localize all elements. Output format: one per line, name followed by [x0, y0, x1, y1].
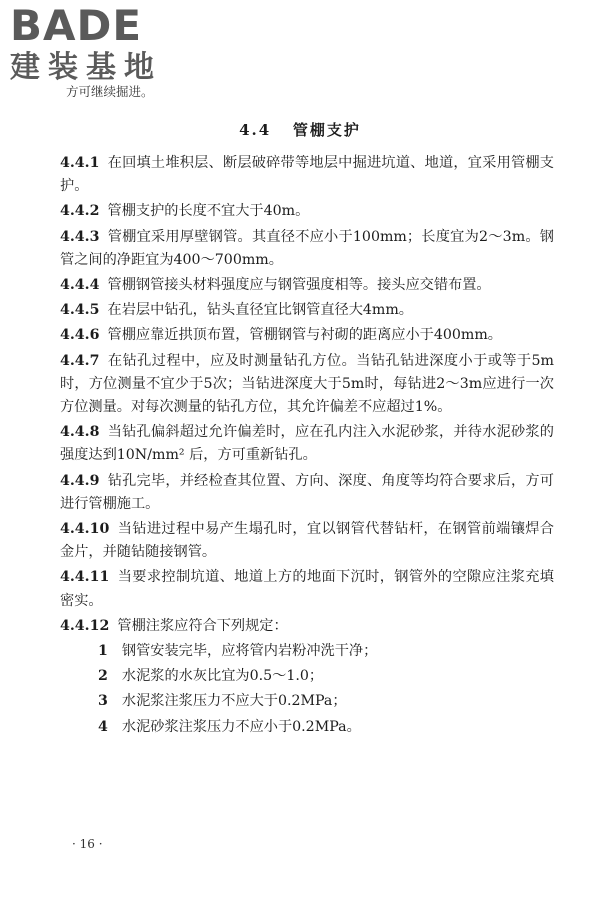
list-item	[60, 665, 554, 688]
carryover-text: 方可继续掘进。	[66, 84, 154, 99]
clause-list	[60, 152, 554, 741]
clause	[60, 274, 554, 297]
list-item	[60, 690, 554, 713]
clause	[60, 200, 554, 223]
logo-subtitle: 建装基地	[10, 50, 162, 85]
clause	[60, 226, 554, 272]
clause-number: 4.4.5	[60, 302, 100, 319]
clause-text: 钻孔完毕，并经检查其位置、方向、深度、角度等均符合要求后，方可进行管棚施工。	[60, 472, 554, 512]
item-number: 1	[98, 643, 108, 660]
section-title-text: 管棚支护	[292, 121, 361, 139]
clause-number: 4.4.12	[60, 617, 110, 634]
clause	[60, 299, 554, 322]
clause-number: 4.4.6	[60, 327, 100, 344]
item-text: 钢管安装完毕，应将管内岩粉冲洗干净；	[121, 643, 378, 660]
clause-number: 4.4.3	[60, 228, 100, 245]
clause-text: 在钻孔过程中，应及时测量钻孔方位。当钻孔钻进深度小于或等于5m时，方位测量不宜少于5次；当钻进深度大于5m时，每钻进2～3m应进行一次方位测量。对每次测量的钻孔方位，其允许偏差不应超过1%。	[60, 352, 554, 416]
logo-wordmark: BADE	[10, 1, 143, 50]
page-number: · 16 ·	[72, 837, 103, 851]
clause-text: 管棚注浆应符合下列规定：	[117, 617, 288, 634]
item-number: 3	[98, 693, 108, 710]
clause-number: 4.4.4	[60, 277, 100, 294]
clause-text: 在岩层中钻孔，钻头直径宜比钢管直径大4mm。	[107, 302, 413, 319]
clause-text: 管棚支护的长度不宜大于40m。	[107, 203, 310, 220]
clause-text: 在回填土堆积层、断层破碎带等地层中掘进坑道、地道，宜采用管棚支护。	[60, 155, 554, 195]
clause	[60, 421, 554, 467]
clause-number: 4.4.1	[60, 155, 100, 171]
list-item	[60, 640, 554, 663]
clause-number: 4.4.11	[60, 569, 110, 586]
bade-logo	[10, 2, 185, 94]
item-number: 2	[98, 668, 108, 685]
clause-text: 当钻进过程中易产生塌孔时，宜以钢管代替钻杆，在钢管前端镶焊合金片，并随钻随接钢管。	[60, 521, 554, 561]
item-text: 水泥砂浆注浆压力不应小于0.2MPa。	[121, 718, 361, 735]
clause	[60, 324, 554, 347]
clause-number: 4.4.8	[60, 424, 100, 441]
clause	[60, 470, 554, 516]
clause	[60, 152, 554, 198]
clause-text: 当要求控制坑道、地道上方的地面下沉时，钢管外的空隙应注浆充填密实。	[60, 569, 554, 609]
clause-number: 4.4.9	[60, 472, 100, 489]
clause-number: 4.4.10	[60, 521, 110, 538]
item-text: 水泥浆注浆压力不应大于0.2MPa；	[121, 693, 347, 710]
clause-text: 当钻孔偏斜超过允许偏差时，应在孔内注入水泥砂浆，并待水泥砂浆的强度达到10N/mm² 后，方可重新钻孔。	[60, 424, 554, 464]
section-heading	[0, 121, 600, 139]
clause	[60, 350, 554, 420]
clause-text: 管棚钢管接头材料强度应与钢管强度相等。接头应交错布置。	[107, 277, 491, 294]
clause-text: 管棚应靠近拱顶布置，管棚钢管与衬砌的距离应小于400mm。	[107, 327, 502, 344]
clause-number: 4.4.7	[60, 352, 100, 369]
clause-text: 管棚宜采用厚壁钢管。其直径不应小于100mm；长度宜为2～3m。钢管之间的净距宜为400～700mm。	[60, 228, 554, 268]
item-text: 水泥浆的水灰比宜为0.5～1.0；	[121, 668, 324, 685]
section-number: 4.4	[239, 121, 272, 139]
clause	[60, 566, 554, 612]
list-item	[60, 716, 554, 739]
clause	[60, 518, 554, 564]
item-number: 4	[98, 718, 108, 735]
clause-number: 4.4.2	[60, 203, 100, 220]
clause	[60, 615, 554, 638]
